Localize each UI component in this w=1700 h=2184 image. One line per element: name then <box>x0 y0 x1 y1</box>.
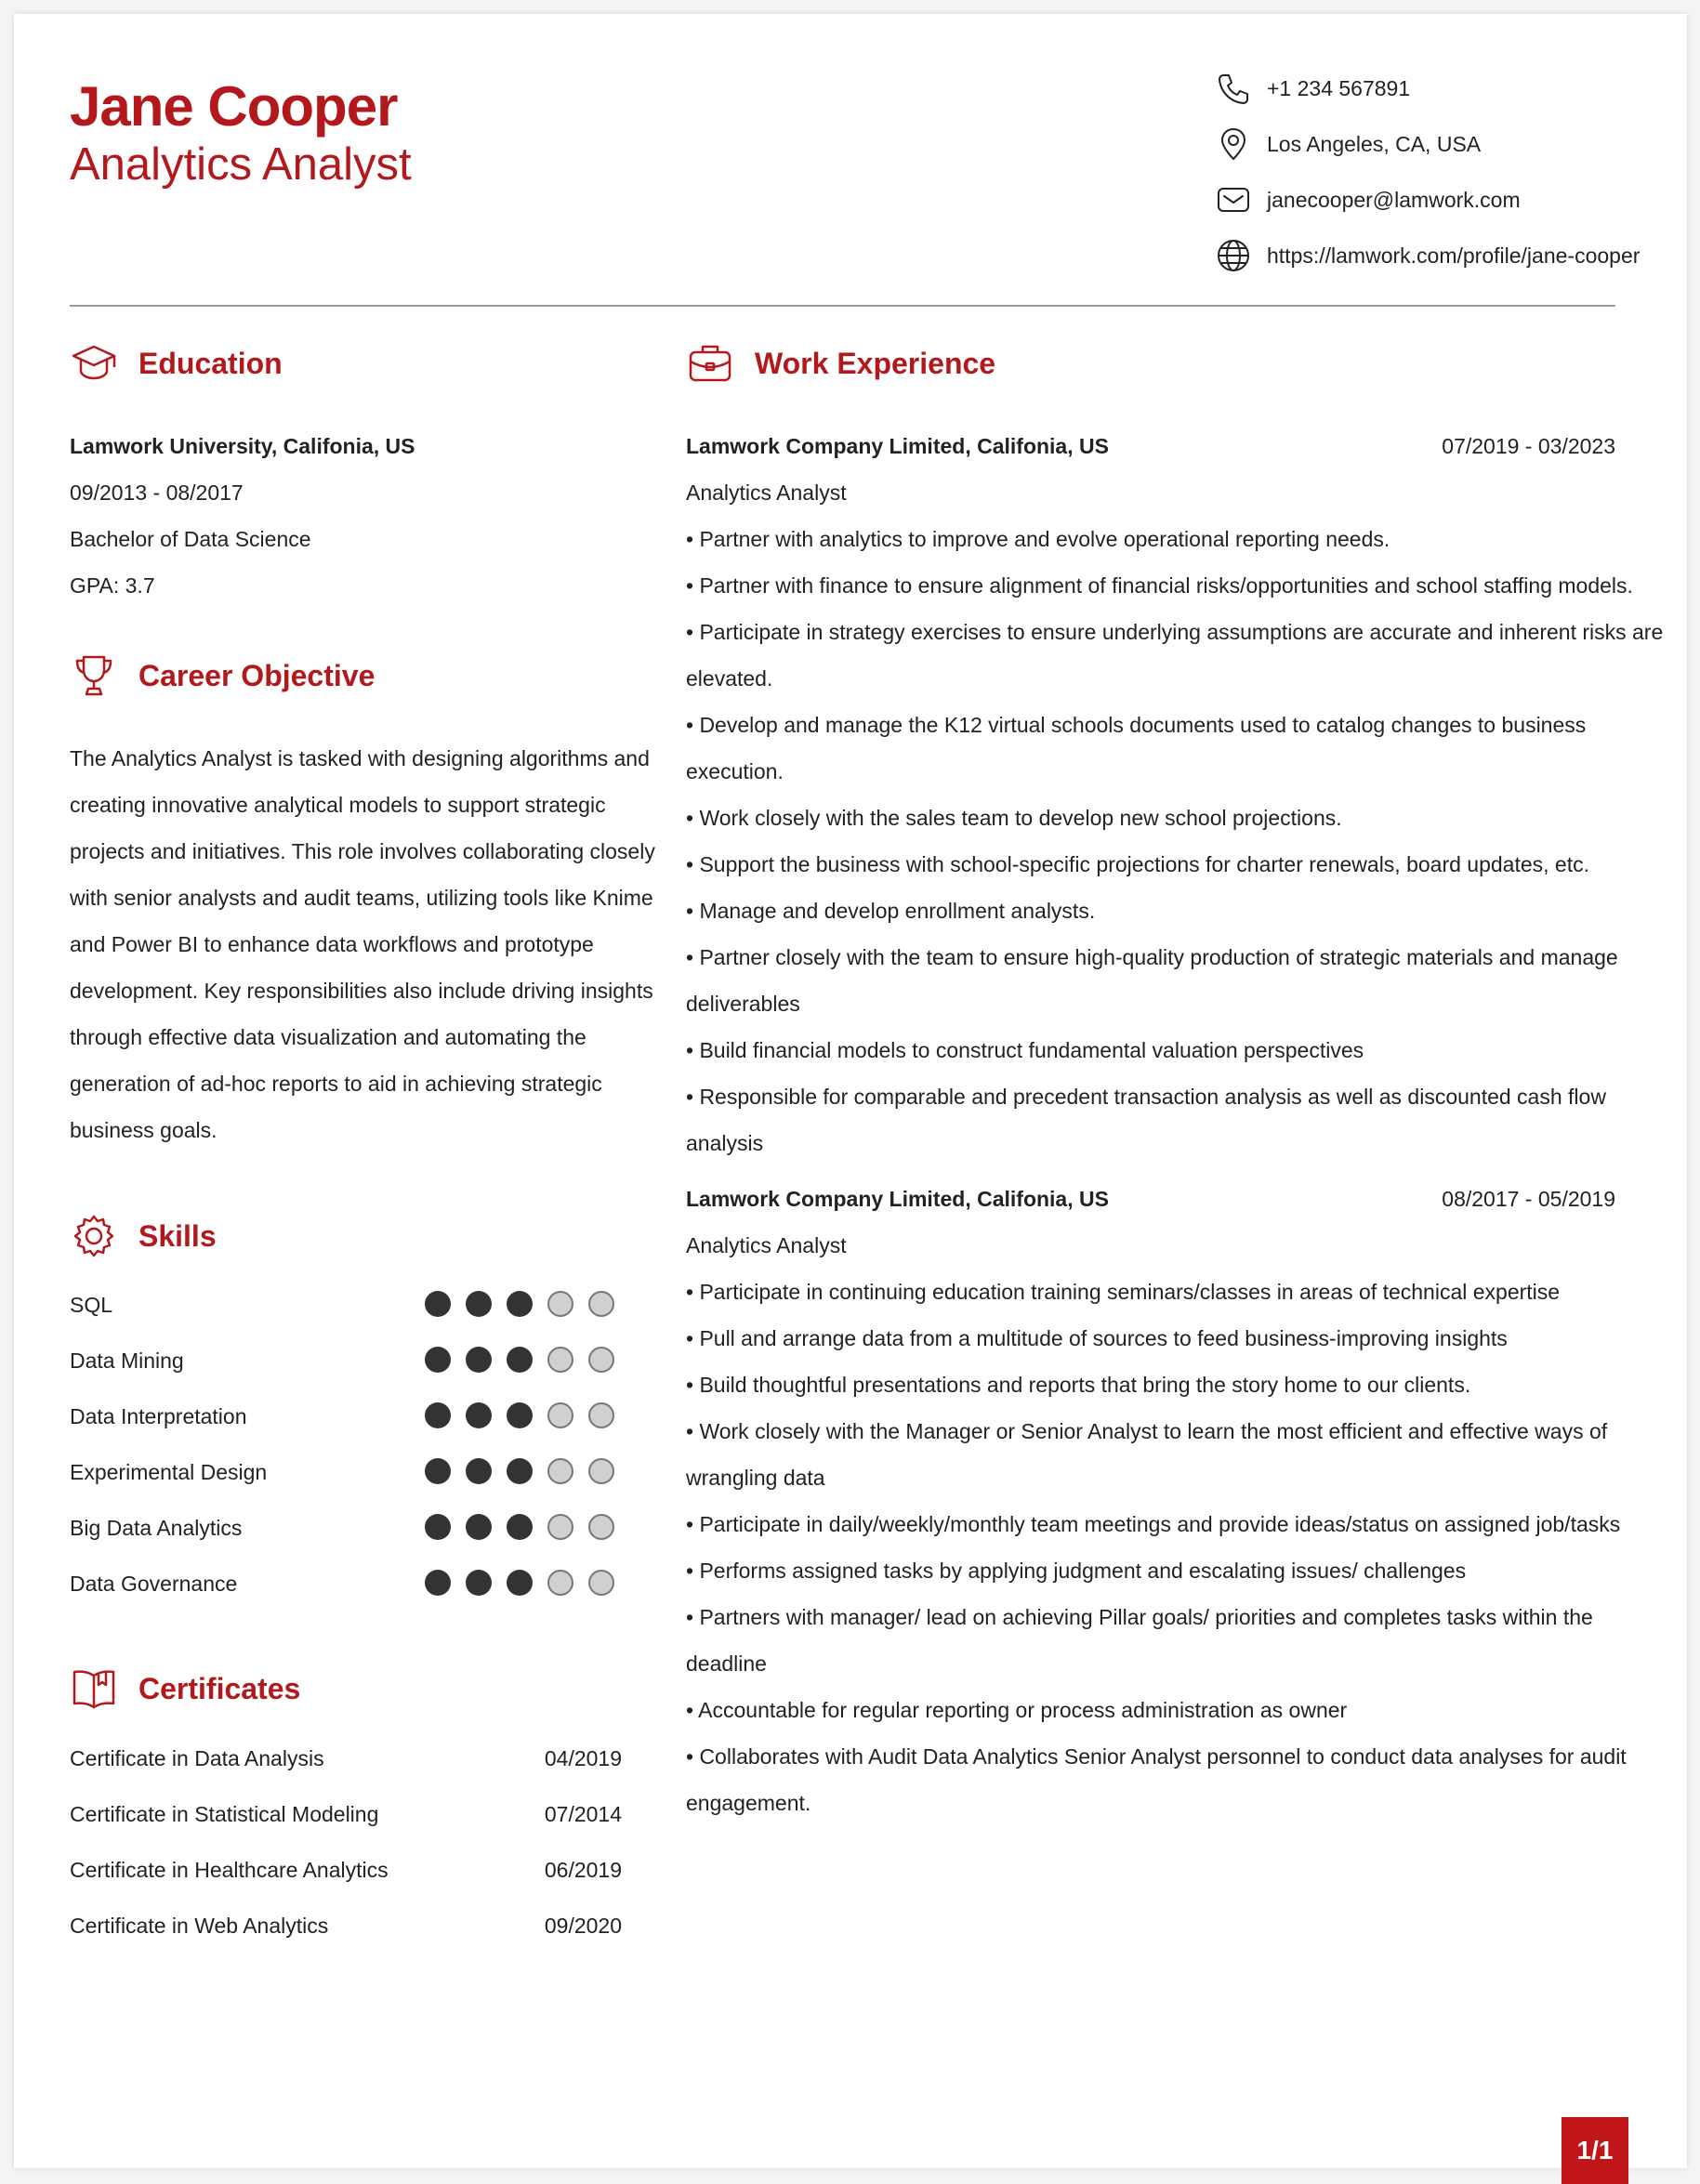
skills-heading <box>70 1212 217 1260</box>
text-line: • Accountable for regular reporting or process administration as owner <box>686 1698 1348 1722</box>
rating-dot-filled <box>507 1347 533 1373</box>
skill-name: Data Mining <box>70 1349 184 1373</box>
candidate-name: Jane Cooper <box>70 75 398 138</box>
text-line: deliverables <box>686 992 800 1016</box>
text-line: execution. <box>686 759 784 783</box>
contact-website[interactable] <box>1215 237 1661 274</box>
rating-dot-empty <box>547 1402 573 1428</box>
job-role: Analytics Analyst <box>686 1233 847 1257</box>
skill-rating <box>425 1291 629 1317</box>
certificate-date: 07/2014 <box>544 1802 622 1826</box>
skill-row <box>70 1505 627 1551</box>
certificate-row <box>70 1786 622 1842</box>
briefcase-icon <box>686 339 734 388</box>
rating-dot-filled <box>466 1402 492 1428</box>
graduation-cap-icon <box>70 339 118 388</box>
certificate-name: Certificate in Web Analytics <box>70 1914 329 1938</box>
education-degree: Bachelor of Data Science <box>70 527 311 551</box>
education-dates: 09/2013 - 08/2017 <box>70 480 244 505</box>
education-heading <box>70 339 283 388</box>
text-line: creating innovative analytical models to support strategic <box>70 793 606 817</box>
text-line: • Partners with manager/ lead on achieving Pillar goals/ priorities and completes tasks within the <box>686 1605 1593 1629</box>
text-line: • Responsible for comparable and precedent transaction analysis as well as discounted cash flow <box>686 1085 1606 1109</box>
skill-row <box>70 1449 627 1495</box>
page-indicator: 1/1 <box>1562 2117 1628 2184</box>
phone-icon <box>1215 70 1252 107</box>
job-role: Analytics Analyst <box>686 480 847 505</box>
contact-location <box>1215 125 1661 163</box>
rating-dot-filled <box>466 1458 492 1484</box>
globe-icon <box>1215 237 1252 274</box>
skill-row <box>70 1393 627 1440</box>
education-gpa: GPA: 3.7 <box>70 573 155 598</box>
text-line: • Support the business with school-specific projections for charter renewals, board updates, etc. <box>686 852 1589 876</box>
text-line: • Partner with analytics to improve and evolve operational reporting needs. <box>686 527 1390 551</box>
rating-dot-filled <box>507 1514 533 1540</box>
text-line: • Collaborates with Audit Data Analytics Senior Analyst personnel to conduct data analyses for audit <box>686 1744 1627 1769</box>
job-header <box>686 423 1615 469</box>
text-line: • Partner with finance to ensure alignment of financial risks/opportunities and school staffing models. <box>686 573 1633 598</box>
location-icon <box>1215 125 1252 163</box>
certificate-row <box>70 1842 622 1898</box>
objective-heading <box>70 651 375 700</box>
text-line: • Performs assigned tasks by applying judgment and escalating issues/ challenges <box>686 1559 1467 1583</box>
job-company: Lamwork Company Limited, Califonia, US <box>686 1187 1109 1211</box>
skills-heading-text: Skills <box>138 1218 217 1253</box>
skill-name: Data Governance <box>70 1572 238 1596</box>
rating-dot-empty <box>588 1570 614 1596</box>
text-line: • Participate in strategy exercises to ensure underlying assumptions are accurate and inherent risks are <box>686 620 1664 644</box>
text-line: The Analytics Analyst is tasked with designing algorithms and <box>70 746 650 770</box>
rating-dot-empty <box>588 1458 614 1484</box>
rating-dot-filled <box>466 1291 492 1317</box>
skill-name: SQL <box>70 1293 113 1317</box>
skill-row <box>70 1337 627 1384</box>
text-line: • Work closely with the sales team to develop new school projections. <box>686 806 1342 830</box>
job-dates: 07/2019 - 03/2023 <box>1442 434 1615 458</box>
contact-location-text: Los Angeles, CA, USA <box>1267 131 1482 156</box>
work-heading <box>686 339 995 388</box>
text-line: • Build thoughtful presentations and reports that bring the story home to our clients. <box>686 1373 1471 1397</box>
skill-row <box>70 1282 627 1328</box>
text-line: with senior analysts and audit teams, utilizing tools like Knime <box>70 886 653 910</box>
rating-dot-filled <box>507 1458 533 1484</box>
rating-dot-empty <box>547 1514 573 1540</box>
job-company: Lamwork Company Limited, Califonia, US <box>686 434 1109 458</box>
text-line: through effective data visualization and automating the <box>70 1025 586 1049</box>
header-divider <box>70 305 1615 307</box>
text-line: • Manage and develop enrollment analysts. <box>686 899 1096 923</box>
skill-name: Big Data Analytics <box>70 1516 243 1540</box>
text-line: engagement. <box>686 1791 811 1815</box>
gear-icon <box>70 1212 118 1260</box>
rating-dot-filled <box>507 1402 533 1428</box>
text-line: business goals. <box>70 1118 217 1142</box>
skill-rating <box>425 1514 629 1540</box>
certificate-date: 06/2019 <box>544 1858 622 1882</box>
skill-rating <box>425 1458 629 1484</box>
skill-name: Experimental Design <box>70 1460 268 1484</box>
resume-header <box>70 70 1641 306</box>
text-line: elevated. <box>686 666 773 691</box>
certificate-date: 04/2019 <box>544 1746 622 1770</box>
text-line: • Pull and arrange data from a multitude of sources to feed business-improving insights <box>686 1326 1508 1350</box>
rating-dot-empty <box>547 1458 573 1484</box>
rating-dot-filled <box>425 1514 451 1540</box>
job-header <box>686 1176 1615 1222</box>
skill-rating <box>425 1570 629 1596</box>
contact-website-text[interactable]: https://lamwork.com/profile/jane-cooper <box>1267 243 1641 268</box>
certificates-heading-text: Certificates <box>138 1671 301 1705</box>
education-school: Lamwork University, Califonia, US <box>70 434 415 458</box>
certificate-date: 09/2020 <box>544 1914 622 1938</box>
text-line: • Develop and manage the K12 virtual schools documents used to catalog changes to business <box>686 713 1587 737</box>
text-line: generation of ad-hoc reports to aid in achieving strategic <box>70 1072 602 1096</box>
rating-dot-empty <box>588 1514 614 1540</box>
education-heading-text: Education <box>138 346 283 380</box>
rating-dot-empty <box>588 1291 614 1317</box>
candidate-title: Analytics Analyst <box>70 139 412 190</box>
text-line: • Build financial models to construct fundamental valuation perspectives <box>686 1038 1364 1062</box>
rating-dot-empty <box>547 1291 573 1317</box>
contact-phone <box>1215 70 1661 107</box>
rating-dot-filled <box>466 1347 492 1373</box>
objective-heading-text: Career Objective <box>138 658 376 692</box>
resume-page <box>14 14 1687 2168</box>
skill-rating <box>425 1347 629 1373</box>
certificate-row <box>70 1898 622 1954</box>
job-dates: 08/2017 - 05/2019 <box>1442 1187 1615 1211</box>
text-line: deadline <box>686 1651 767 1676</box>
rating-dot-filled <box>466 1570 492 1596</box>
text-line: analysis <box>686 1131 764 1155</box>
open-book-icon <box>70 1664 118 1713</box>
text-line: • Participate in daily/weekly/monthly team meetings and provide ideas/status on assigned job/tasks <box>686 1512 1621 1536</box>
text-line: • Participate in continuing education training seminars/classes in areas of technical expertise <box>686 1280 1561 1304</box>
certificate-name: Certificate in Healthcare Analytics <box>70 1858 389 1882</box>
rating-dot-filled <box>466 1514 492 1540</box>
text-line: wrangling data <box>686 1466 825 1490</box>
rating-dot-filled <box>507 1291 533 1317</box>
rating-dot-empty <box>588 1347 614 1373</box>
rating-dot-empty <box>547 1570 573 1596</box>
rating-dot-filled <box>425 1291 451 1317</box>
rating-dot-empty <box>588 1402 614 1428</box>
skill-rating <box>425 1402 629 1428</box>
skill-name: Data Interpretation <box>70 1404 247 1428</box>
rating-dot-filled <box>507 1570 533 1596</box>
contact-phone-text: +1 234 567891 <box>1267 75 1411 100</box>
text-line: and Power BI to enhance data workflows and prototype <box>70 932 594 956</box>
text-line: • Partner closely with the team to ensure high-quality production of strategic materials and manage <box>686 945 1618 969</box>
text-line: • Work closely with the Manager or Senior Analyst to learn the most efficient and effective ways of <box>686 1419 1608 1443</box>
trophy-icon <box>70 651 118 700</box>
certificate-name: Certificate in Statistical Modeling <box>70 1802 379 1826</box>
certificate-name: Certificate in Data Analysis <box>70 1746 324 1770</box>
rating-dot-filled <box>425 1458 451 1484</box>
skill-row <box>70 1560 627 1607</box>
rating-dot-filled <box>425 1570 451 1596</box>
contact-email-text[interactable]: janecooper@lamwork.com <box>1267 187 1521 212</box>
text-line: projects and initiatives. This role involves collaborating closely <box>70 839 655 863</box>
email-icon <box>1215 181 1252 218</box>
contact-email[interactable] <box>1215 181 1661 218</box>
certificates-heading <box>70 1664 300 1713</box>
text-line: development. Key responsibilities also include driving insights <box>70 979 653 1003</box>
rating-dot-filled <box>425 1347 451 1373</box>
work-heading-text: Work Experience <box>755 346 996 380</box>
rating-dot-empty <box>547 1347 573 1373</box>
certificate-row <box>70 1730 622 1786</box>
rating-dot-filled <box>425 1402 451 1428</box>
